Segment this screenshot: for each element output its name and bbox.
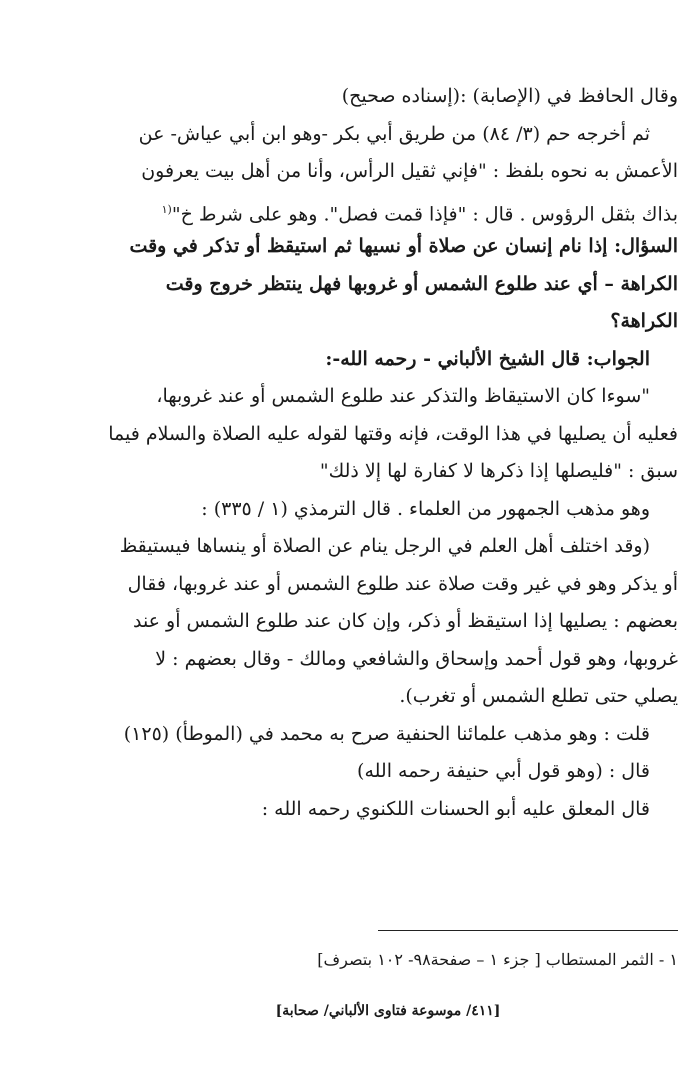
text-line-11: سبق : "فليصلها إذا ذكرها لا كفارة لها إلا ذلك" xyxy=(319,460,678,482)
text-line-1: وقال الحافظ في (الإصابة) :(إسناده صحيح) xyxy=(341,85,678,107)
question-line-3: الكراهة؟ xyxy=(610,310,678,332)
question-line-1: السؤال: إذا نام إنسان عن صلاة أو نسيها ثم استيقظ أو تذكر في وقت xyxy=(129,235,678,257)
question-line-2: الكراهة – أي عند طلوع الشمس أو غروبها فهل ينتظر خروج وقت xyxy=(165,272,678,295)
text-line-12: وهو مذهب الجمهور من العلماء . قال الترمذي (١ / ٣٣٥) : xyxy=(201,497,650,520)
text-line-16: غروبها، وهو قول أحمد وإسحاق والشافعي ومالك - وقال بعضهم : لا xyxy=(155,647,678,670)
text-line-20: قال المعلق عليه أبو الحسنات اللكنوي رحمه الله : xyxy=(261,797,650,820)
text-line-4 xyxy=(98,191,678,229)
text-line-14: أو يذكر وهو في غير وقت صلاة عند طلوع الشمس أو عند غروبها، فقال xyxy=(127,572,678,595)
text-line-2: ثم أخرجه حم (٣/ ٨٤) من طريق أبي بكر -وهو ابن أبي عياش- عن xyxy=(138,122,650,145)
text-line-13: (وقد اختلف أهل العلم في الرجل ينام عن الصلاة أو ينساها فيستيقظ xyxy=(119,535,650,557)
text-line-19: قال : (وهو قول أبي حنيفة رحمه الله) xyxy=(357,760,650,782)
text-line-9: "سوءا كان الاستيقاظ والتذكر عند طلوع الشمس أو عند غروبها، xyxy=(156,385,650,407)
text-line-10: فعليه أن يصليها في هذا الوقت، فإنه وقتها لقوله عليه الصلاة والسلام فيما xyxy=(108,422,678,445)
footnote-ref: (١ xyxy=(161,202,172,216)
text-line-3: الأعمش به نحوه بلفظ : "فإني ثقيل الرأس، وأنا من أهل بيت يعرفون xyxy=(141,160,678,182)
text-line-4-content: بذاك بثقل الرؤوس . قال : "فإذا قمت فصل". وهو على شرط خ" xyxy=(171,202,678,225)
text-line-18: قلت : وهو مذهب علمائنا الحنفية صرح به محمد في (الموطأ) (١٢٥) xyxy=(123,722,650,745)
text-line-15: بعضهم : يصليها إذا استيقظ أو ذكر، وإن كان عند طلوع الشمس أو عند xyxy=(132,610,678,632)
page-body xyxy=(98,78,678,828)
answer-heading: الجواب: قال الشيخ الألباني - رحمه الله-: xyxy=(325,347,650,370)
text-line-17: يصلي حتى تطلع الشمس أو تغرب). xyxy=(399,685,678,707)
footnote: ١ - الثمر المستطاب [ جزء ١ – صفحة٩٨- ١٠٢ بتصرف] xyxy=(317,950,678,969)
page-footer: [٤١١/ موسوعة فتاوى الألباني/ صحابة] xyxy=(275,1003,501,1019)
